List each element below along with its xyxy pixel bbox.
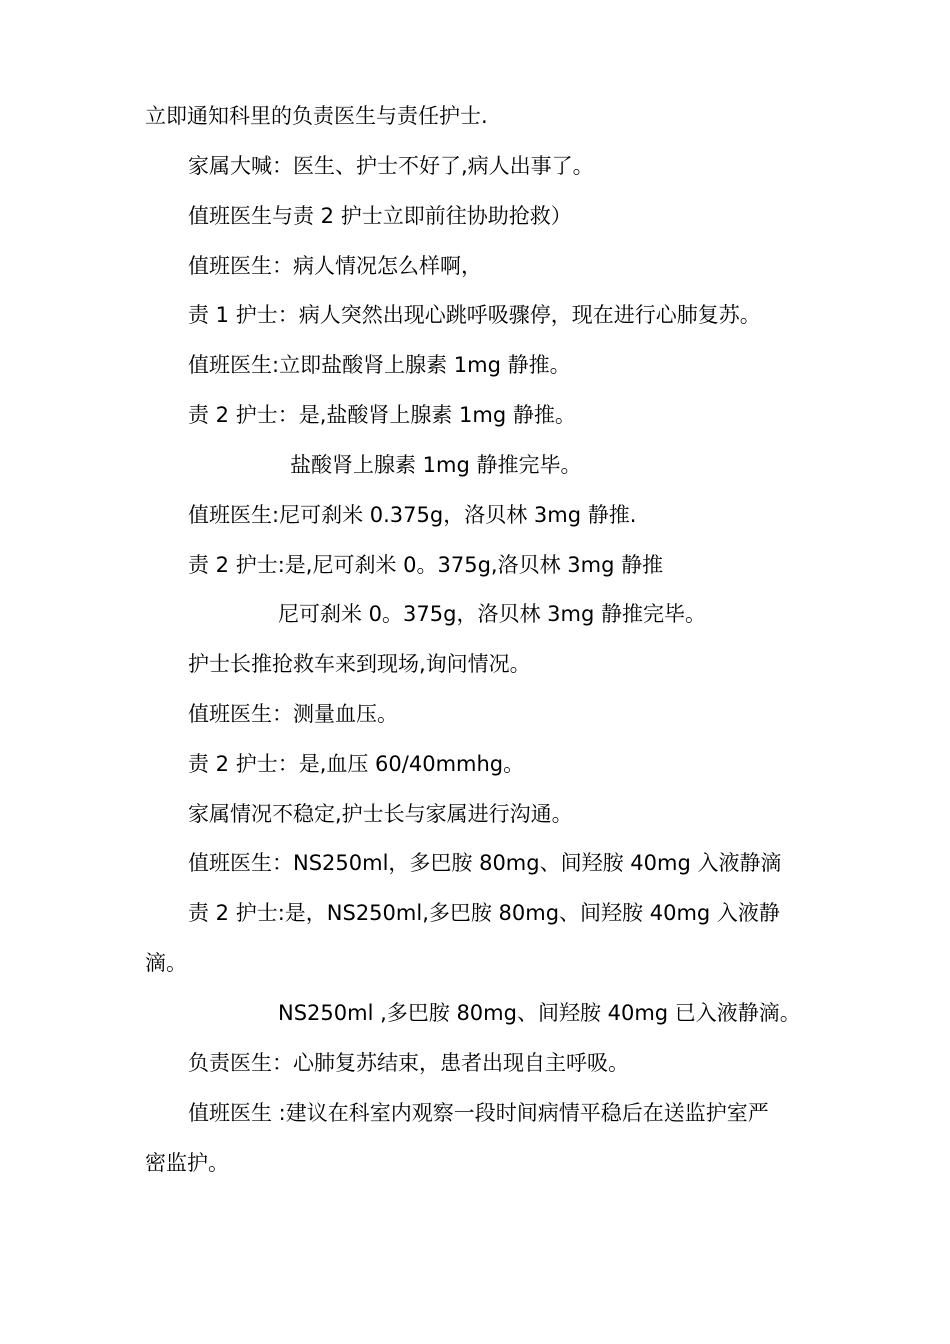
text-line: 负责医生：心肺复苏结束，患者出现自主呼吸。 <box>188 1051 629 1075</box>
text-line: 尼可刹米 0。375g，洛贝林 3mg 静推完毕。 <box>278 602 706 626</box>
text-line: 责 1 护士：病人突然出现心跳呼吸骤停，现在进行心肺复苏。 <box>188 303 761 327</box>
text-line: 护士长推抢救车来到现场,询问情况。 <box>188 652 531 676</box>
text-line: 责 2 护士：是,血压 60/40mmhg。 <box>188 752 525 776</box>
text-line: 密监护。 <box>145 1151 229 1175</box>
text-line: 值班医生 :建议在科室内观察一段时间病情平稳后在送监护室严 <box>188 1101 769 1125</box>
text-line: 盐酸肾上腺素 1mg 静推完毕。 <box>290 453 582 477</box>
text-line: 责 2 护士:是，NS250ml,多巴胺 80mg、间羟胺 40mg 入液静 <box>188 901 780 925</box>
text-line: 滴。 <box>145 951 187 975</box>
text-line: 责 2 护士：是,盐酸肾上腺素 1mg 静推。 <box>188 403 576 427</box>
text-line: 值班医生:尼可刹米 0.375g，洛贝林 3mg 静推. <box>188 503 637 527</box>
text-line: 家属情况不稳定,护士长与家属进行沟通。 <box>188 802 573 826</box>
text-line: 值班医生：测量血压。 <box>188 702 398 726</box>
text-line: 立即通知科里的负责医生与责任护士. <box>145 104 488 128</box>
text-line: 值班医生与责 2 护士立即前往协助抢救） <box>188 204 572 228</box>
text-line: 值班医生:立即盐酸肾上腺素 1mg 静推。 <box>188 353 571 377</box>
text-line: NS250ml ,多巴胺 80mg、间羟胺 40mg 已入液静滴。 <box>278 1001 801 1025</box>
text-line: 家属大喊：医生、护士不好了,病人出事了。 <box>188 154 594 178</box>
text-line: 责 2 护士:是,尼可刹米 0。375g,洛贝林 3mg 静推 <box>188 553 664 577</box>
text-line: 值班医生：NS250ml，多巴胺 80mg、间羟胺 40mg 入液静滴 <box>188 851 782 875</box>
text-line: 值班医生：病人情况怎么样啊， <box>188 254 482 278</box>
